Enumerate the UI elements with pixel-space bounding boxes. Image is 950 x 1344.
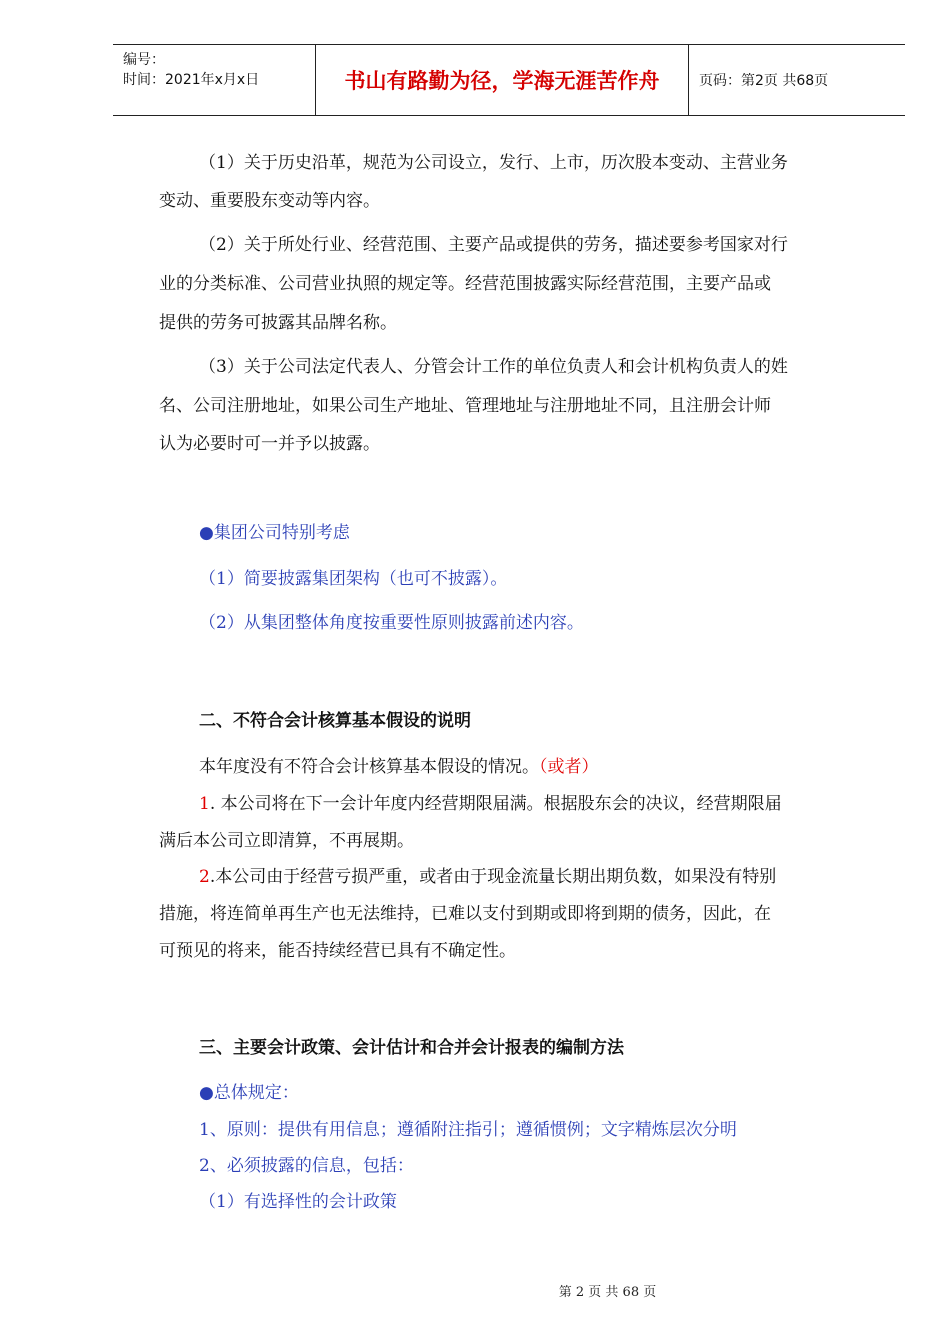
- section-2-item-2-line-3: 可预见的将来，能否持续经营已具有不确定性。: [159, 941, 516, 961]
- section-2-heading: 二、不符合会计核算基本假设的说明: [199, 711, 471, 731]
- section-2-item-2-line-2: 措施，将连简单再生产也无法维持，已难以支付到期或即将到期的债务，因此，在: [159, 904, 771, 924]
- header-meta-cell: [113, 45, 316, 115]
- paragraph-2-line-2: 业的分类标准、公司营业执照的规定等。经营范围披露实际经营范围，主要产品或: [159, 274, 771, 294]
- section-2-item-1-text: . 本公司将在下一会计年度内经营期限届满。根据股东会的决议，经营期限届: [209, 794, 782, 814]
- page-footer: [0, 1281, 950, 1300]
- section-2-item-2-line-1: [199, 862, 776, 887]
- section-2-intro-alt: （或者）: [539, 757, 599, 777]
- paragraph-1-line-2: 变动、重要股东变动等内容。: [159, 191, 380, 211]
- section-2-item-1-number: 1: [199, 794, 210, 814]
- group-item-1: （1）简要披露集团架构（也可不披露）。: [199, 569, 508, 589]
- footer-page-number: 第 2 页 共 68 页: [558, 1285, 657, 1300]
- section-3-general: ●总体规定：: [199, 1083, 299, 1103]
- paragraph-2-line-3: 提供的劳务可披露其品牌名称。: [159, 313, 397, 333]
- paragraph-2-line-1: （2）关于所处行业、经营范围、主要产品或提供的劳务，描述要参考国家对行: [199, 235, 788, 255]
- section-2-item-1-line-1: [199, 789, 782, 814]
- group-item-2: （2）从集团整体角度按重要性原则披露前述内容。: [199, 613, 584, 633]
- paragraph-3-line-1: （3）关于公司法定代表人、分管会计工作的单位负责人和会计机构负责人的姓: [199, 357, 788, 377]
- page-header: [113, 44, 905, 116]
- section-2-item-2-text: .本公司由于经营亏损严重，或者由于现金流量长期出期负数，如果没有特别: [209, 867, 777, 887]
- section-2-item-2-number: 2: [199, 867, 210, 887]
- section-2-item-1-line-2: 满后本公司立即清算，不再展期。: [159, 831, 414, 851]
- section-2-intro: [199, 752, 599, 777]
- paragraph-1-line-1: （1）关于历史沿革，规范为公司设立，发行、上市，历次股本变动、主营业务: [199, 153, 788, 173]
- header-motto: 书山有路勤为径，学海无涯苦作舟: [316, 45, 689, 115]
- section-3-rule-1: 1、原则：提供有用信息；遵循附注指引；遵循惯例；文字精炼层次分明: [199, 1120, 737, 1140]
- section-3-heading: 三、主要会计政策、会计估计和合并会计报表的编制方法: [199, 1038, 624, 1058]
- paragraph-3-line-2: 名、公司注册地址，如果公司生产地址、管理地址与注册地址不同，且注册会计师: [159, 396, 771, 416]
- section-3-sub-1: （1）有选择性的会计政策: [199, 1192, 397, 1212]
- document-number-label: 编号：: [123, 52, 165, 68]
- section-3-rule-2: 2、必须披露的信息，包括：: [199, 1156, 414, 1176]
- section-2-intro-text: 本年度没有不符合会计核算基本假设的情况。: [199, 757, 539, 777]
- document-time-label: 时间：2021年x月x日: [123, 72, 260, 88]
- group-title: ●集团公司特别考虑: [199, 523, 350, 543]
- paragraph-3-line-3: 认为必要时可一并予以披露。: [159, 434, 380, 454]
- header-page-label: 页码：第2页 共68页: [699, 73, 829, 89]
